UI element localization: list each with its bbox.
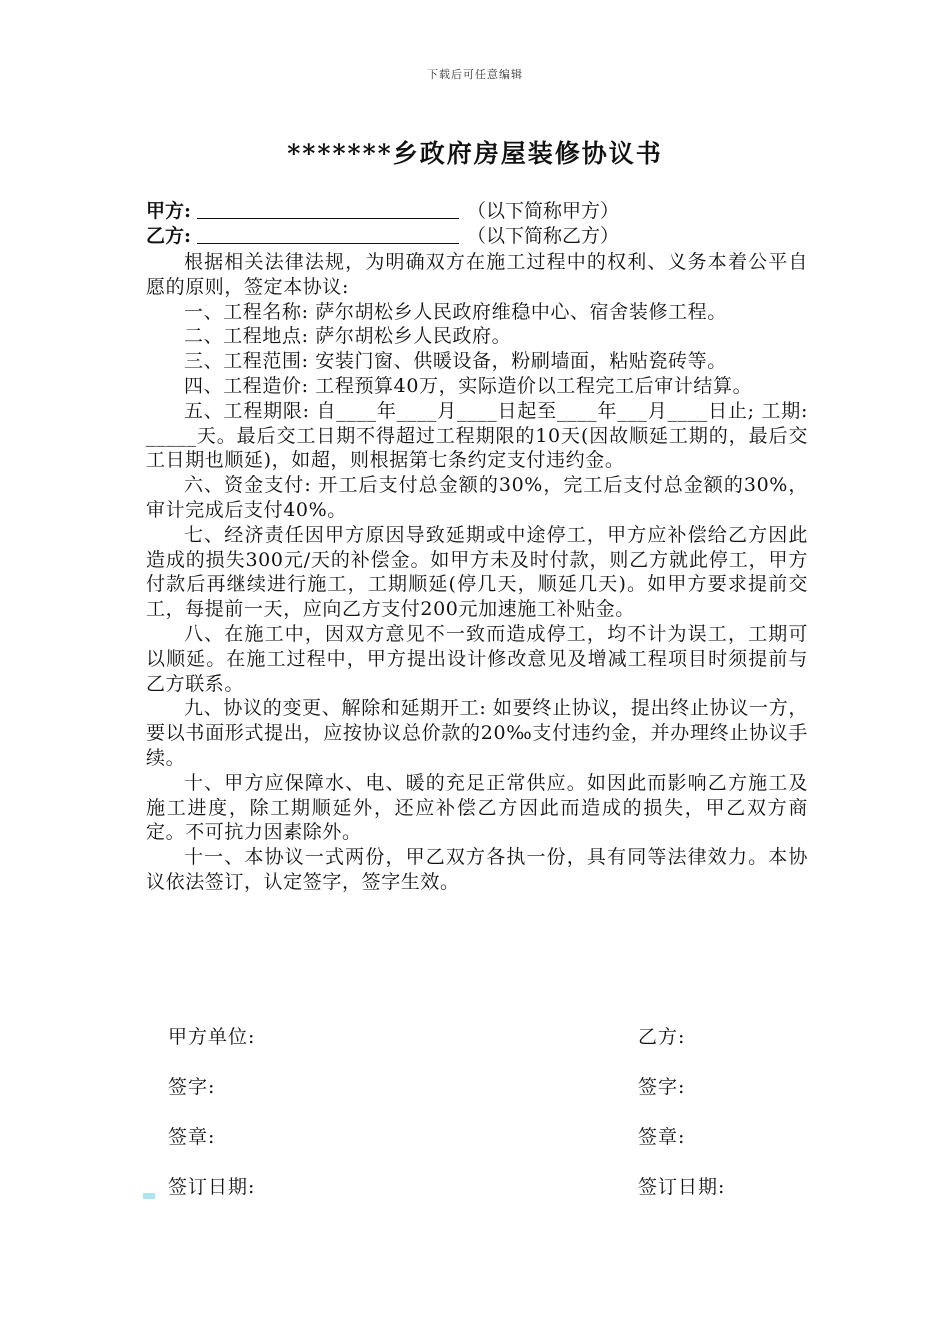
agreement-body [146, 250, 808, 895]
paragraph-clause-10: 十、甲方应保障水、电、暖的充足正常供应。如因此而影响乙方施工及施工进度，除工期顺延外，还应补偿乙方因此而造成的损失，甲乙双方商定。不可抗力因素除外。 [146, 771, 808, 844]
party-a-blank [197, 200, 459, 219]
paragraph-clause-7: 七、经济责任因甲方原因导致延期或中途停工，甲方应补偿给乙方因此造成的损失300元/天的补偿金。如甲方未及时付款，则乙方就此停工，甲方付款后再继续进行施工，工期顺延(停几天，顺延几天)。如甲方要求提前交工，每提前一天，应向乙方支付200元加速施工补贴金。 [146, 523, 808, 621]
sig-party-b-seal: 签章: [638, 1126, 686, 1148]
paragraph-clause-11: 十一、本协议一式两份，甲乙双方各执一份，具有同等法律效力。本协议依法签订，认定签字，签字生效。 [146, 846, 808, 893]
sig-party-a-signature: 签字: [168, 1076, 216, 1098]
sig-party-b: 乙方: [638, 1026, 686, 1048]
sig-party-a-date: 签订日期: [168, 1176, 256, 1198]
party-a-label: 甲方: [146, 200, 192, 222]
party-b-line [146, 224, 619, 249]
paragraph-clause-6: 六、资金支付: 开工后支付总金额的30%，完工后支付总金额的30%，审计完成后支付40%。 [146, 474, 808, 521]
paragraph-clause-3: 三、工程范围: 安装门窗、供暖设备，粉刷墙面，粘贴瓷砖等。 [184, 350, 727, 373]
paragraph-clause-4: 四、工程造价: 工程预算40万，实际造价以工程完工后审计结算。 [184, 374, 753, 397]
party-a-line [146, 199, 619, 224]
sig-party-a-seal: 签章: [168, 1126, 216, 1148]
paragraph-clause-9: 九、协议的变更、解除和延期开工: 如要终止协议，提出终止协议一方，要以书面形式提出，应按协议总价款的20‰支付违约金，并办理终止协议手续。 [146, 697, 808, 769]
party-b-suffix: （以下简称乙方） [467, 225, 620, 247]
party-b-label: 乙方: [146, 225, 192, 247]
paragraph-preamble: 根据相关法律法规，为明确双方在施工过程中的权利、义务本着公平自愿的原则，签定本协议: [146, 251, 808, 298]
header-note: 下载后可任意编辑 [427, 68, 523, 81]
party-b-blank [197, 225, 459, 244]
cursor-marker [143, 1193, 155, 1199]
sig-party-a-unit: 甲方单位: [168, 1026, 256, 1048]
paragraph-clause-8: 八、在施工中，因双方意见不一致而造成停工，均不计为误工，工期可以顺延。在施工过程中，甲方提出设计修改意见及增减工程项目时须提前与乙方联系。 [146, 622, 808, 695]
paragraph-clause-1: 一、工程名称: 萨尔胡松乡人民政府维稳中心、宿舍装修工程。 [184, 300, 727, 323]
sig-party-b-signature: 签字: [638, 1076, 686, 1098]
paragraph-clause-2: 二、工程地点: 萨尔胡松乡人民政府。 [184, 325, 512, 348]
document-title: *******乡政府房屋装修协议书 [287, 139, 663, 168]
party-a-suffix: （以下简称甲方） [467, 200, 620, 222]
sig-party-b-date: 签订日期: [638, 1176, 726, 1198]
paragraph-clause-5: 五、工程期限: 自____年____月____日起至____年___月____日止; 工期: _____天。最后交工日期不得超过工程期限的10天(因故顺延工期的，最后交工日期也顺延)，如超，则根据第七条约定支付违约金。 [146, 399, 808, 472]
